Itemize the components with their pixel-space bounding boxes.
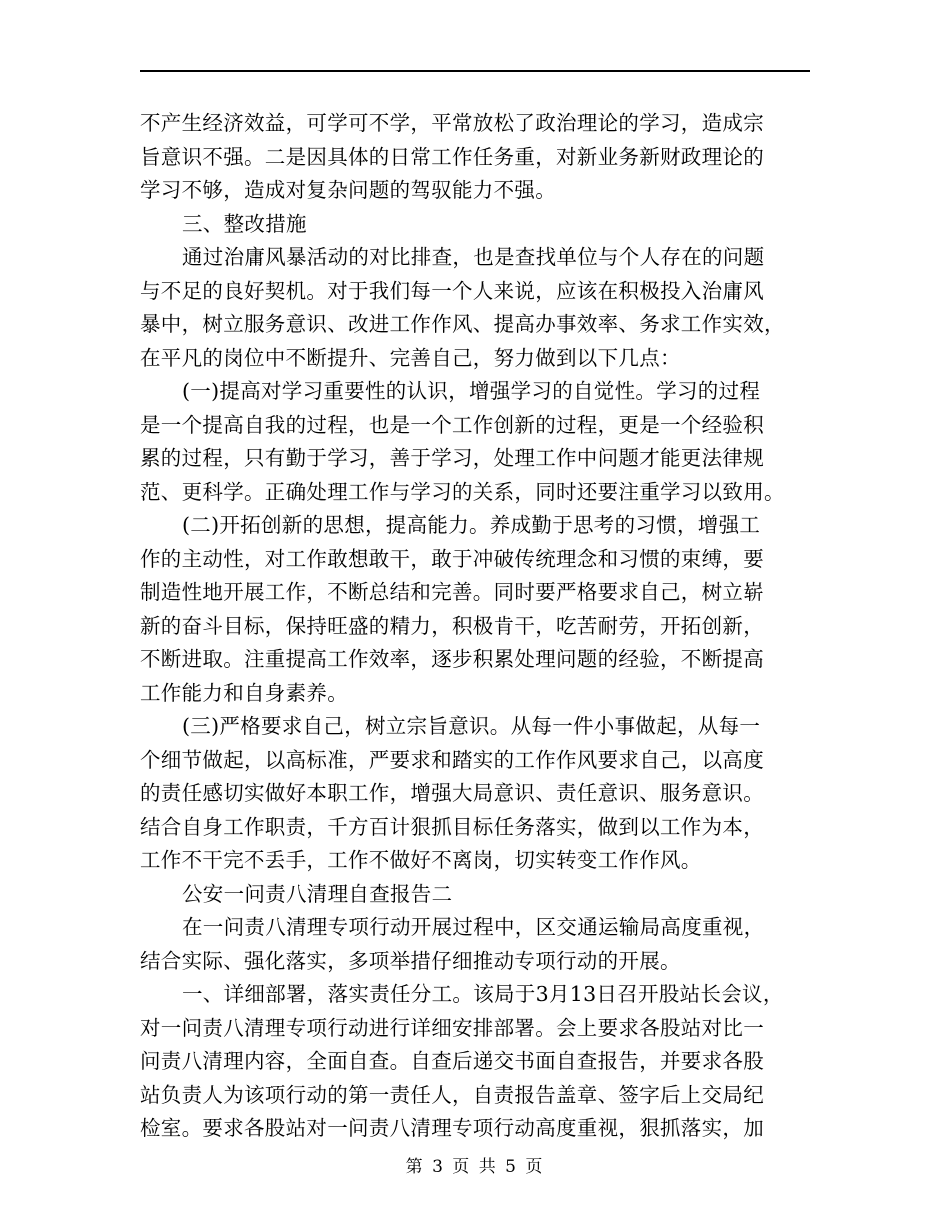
text-line: 作的主动性，对工作敢想敢干，敢于冲破传统理念和习惯的束缚，要 <box>140 546 764 571</box>
text-line: 工作能力和自身素养。 <box>140 680 348 705</box>
text-line: 是一个提高自我的过程，也是一个工作创新的过程，更是一个经验积 <box>140 412 764 437</box>
text-line: 三、整改措施 <box>182 211 307 236</box>
text-line: 不断进取。注重提高工作效率，逐步积累处理问题的经验，不断提高 <box>140 647 764 671</box>
text-line: 工作不干完不丢手，工作不做好不离岗，切实转变工作作风。 <box>140 848 702 872</box>
text-line: 个细节做起，以高标准，严要求和踏实的工作作风要求自己，以高度 <box>140 747 764 772</box>
text-line: 通过治庸风暴活动的对比排查，也是查找单位与个人存在的问题 <box>182 245 765 269</box>
text-line: 新的奋斗目标，保持旺盛的精力，积极肯干，吃苦耐劳，开拓创新， <box>140 613 764 638</box>
text-line: 学习不够，造成对复杂问题的驾驭能力不强。 <box>140 178 556 202</box>
text-line: 与不足的良好契机。对于我们每一个人来说，应该在积极投入治庸风 <box>140 278 764 303</box>
text-line: (二)开拓创新的思想，提高能力。养成勤于思考的习惯，增强工 <box>182 513 761 537</box>
document-body <box>140 107 812 1146</box>
page-number-footer: 第 3 页 共 5 页 <box>405 1157 545 1177</box>
text-line: 范、更科学。正确处理工作与学习的关系，同时还要注重学习以致用。 <box>140 479 785 504</box>
text-line: 不产生经济效益，可学可不学，平常放松了政治理论的学习，造成宗 <box>140 111 764 135</box>
text-line: 公安一问责八清理自查报告二 <box>182 881 453 906</box>
text-line: 站负责人为该项行动的第一责任人，自责报告盖章、签字后上交局纪 <box>140 1082 764 1107</box>
text-line: 对一问责八清理专项行动进行详细安排部署。会上要求各股站对比一 <box>140 1015 764 1040</box>
text-line: 问责八清理内容，全面自查。自查后递交书面自查报告，并要求各股 <box>140 1049 764 1073</box>
text-line: (一)提高对学习重要性的认识，增强学习的自觉性。学习的过程 <box>182 379 761 403</box>
header-rule <box>140 70 810 72</box>
text-line: 在一问责八清理专项行动开展过程中，区交通运输局高度重视， <box>182 915 765 939</box>
text-line: 检室。要求各股站对一问责八清理专项行动高度重视，狠抓落实，加 <box>140 1116 764 1140</box>
text-line: (三)严格要求自己，树立宗旨意识。从每一件小事做起，从每一 <box>182 714 761 738</box>
text-line: 暴中，树立服务意识、改进工作作风、提高办事效率、务求工作实效， <box>140 312 785 336</box>
text-line: 旨意识不强。二是因具体的日常工作任务重，对新业务新财政理论的 <box>140 144 764 169</box>
text-line: 结合实际、强化落实，多项举措仔细推动专项行动的开展。 <box>140 948 681 973</box>
text-line: 累的过程，只有勤于学习，善于学习，处理工作中问题才能更法律规 <box>140 446 764 470</box>
text-line: 在平凡的岗位中不断提升、完善自己，努力做到以下几点： <box>140 345 681 370</box>
text-line: 制造性地开展工作，不断总结和完善。同时要严格要求自己，树立崭 <box>140 580 764 604</box>
text-line: 的责任感切实做好本职工作，增强大局意识、责任意识、服务意识。 <box>140 781 764 805</box>
text-line: 一、详细部署，落实责任分工。该局于3月13日召开股站长会议， <box>182 982 784 1006</box>
text-line: 结合自身工作职责，千方百计狠抓目标任务落实，做到以工作为本， <box>140 814 764 839</box>
